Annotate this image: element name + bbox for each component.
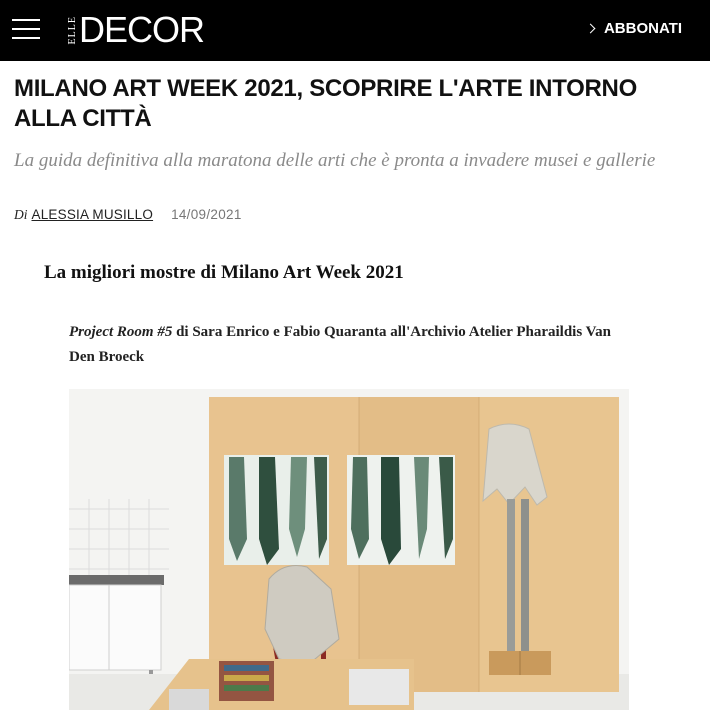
author-link[interactable]: ALESSIA MUSILLO xyxy=(31,207,154,222)
publish-date: 14/09/2021 xyxy=(171,207,242,222)
section-heading: La migliori mostre di Milano Art Week 2021 xyxy=(44,262,404,283)
logo-elle: ELLE xyxy=(67,15,78,45)
menu-line xyxy=(12,28,40,30)
site-header xyxy=(0,0,710,61)
subscribe-label: ABBONATI xyxy=(603,20,682,37)
hamburger-menu-icon[interactable] xyxy=(12,16,40,42)
site-logo[interactable] xyxy=(68,10,204,50)
chevron-right-icon xyxy=(586,24,596,34)
byline xyxy=(14,207,242,223)
article-image xyxy=(69,389,629,710)
article-title: MILANO ART WEEK 2021, SCOPRIRE L'ARTE INTORNO ALLA CITTÀ xyxy=(14,75,637,132)
exhibition-photo xyxy=(69,389,629,710)
menu-line xyxy=(12,37,40,39)
subscribe-link[interactable] xyxy=(587,20,682,37)
menu-line xyxy=(12,19,40,21)
image-caption xyxy=(69,320,629,370)
caption-title: Project Room #5 xyxy=(69,324,173,340)
byline-prefix: Di xyxy=(14,207,28,222)
logo-decor: DECOR xyxy=(79,9,205,50)
article-subtitle: La guida definitiva alla maratona delle arti che è pronta a invadere musei e gallerie xyxy=(14,150,656,171)
caption-text: di Sara Enrico e Fabio Quaranta all'Archivio Atelier Pharaildis Van Den Broeck xyxy=(69,324,611,365)
